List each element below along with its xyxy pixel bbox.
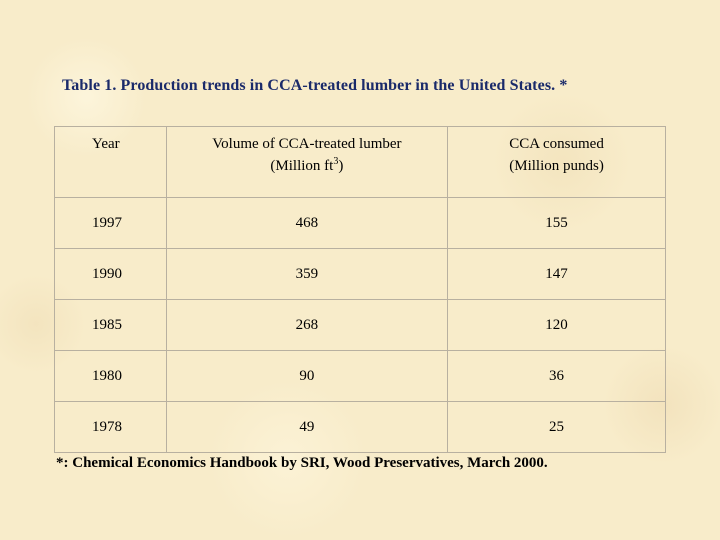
table-row [55, 198, 666, 249]
cell-volume: 468 [166, 198, 447, 249]
cell-cca: 147 [448, 249, 666, 300]
header-cca-line2: (Million punds) [509, 158, 604, 174]
header-volume [166, 127, 447, 198]
table-header-row [55, 127, 666, 198]
cell-volume: 90 [166, 351, 447, 402]
cell-volume: 359 [166, 249, 447, 300]
cell-volume: 49 [166, 402, 447, 453]
cell-year: 1997 [55, 198, 167, 249]
table-row [55, 249, 666, 300]
header-volume-line1: Volume of CCA-treated lumber [212, 136, 402, 152]
cell-year: 1980 [55, 351, 167, 402]
header-volume-close: ) [338, 158, 344, 174]
header-year: Year [55, 127, 167, 198]
cell-year: 1990 [55, 249, 167, 300]
cell-year: 1978 [55, 402, 167, 453]
cell-year: 1985 [55, 300, 167, 351]
cell-cca: 155 [448, 198, 666, 249]
table-row [55, 402, 666, 453]
cell-volume: 268 [166, 300, 447, 351]
header-volume-line2: (Million ft [270, 158, 334, 174]
cell-cca: 36 [448, 351, 666, 402]
header-volume-superscript: 3 [333, 156, 339, 167]
table-title: Table 1. Production trends in CCA-treated lumber in the United States. * [62, 77, 568, 94]
cell-cca: 25 [448, 402, 666, 453]
header-cca-line1: CCA consumed [509, 136, 604, 152]
cell-cca: 120 [448, 300, 666, 351]
header-cca [448, 127, 666, 198]
production-table [54, 126, 666, 453]
source-footnote: *: Chemical Economics Handbook by SRI, Wood Preservatives, March 2000. [56, 455, 548, 471]
table-row [55, 351, 666, 402]
table-row [55, 300, 666, 351]
